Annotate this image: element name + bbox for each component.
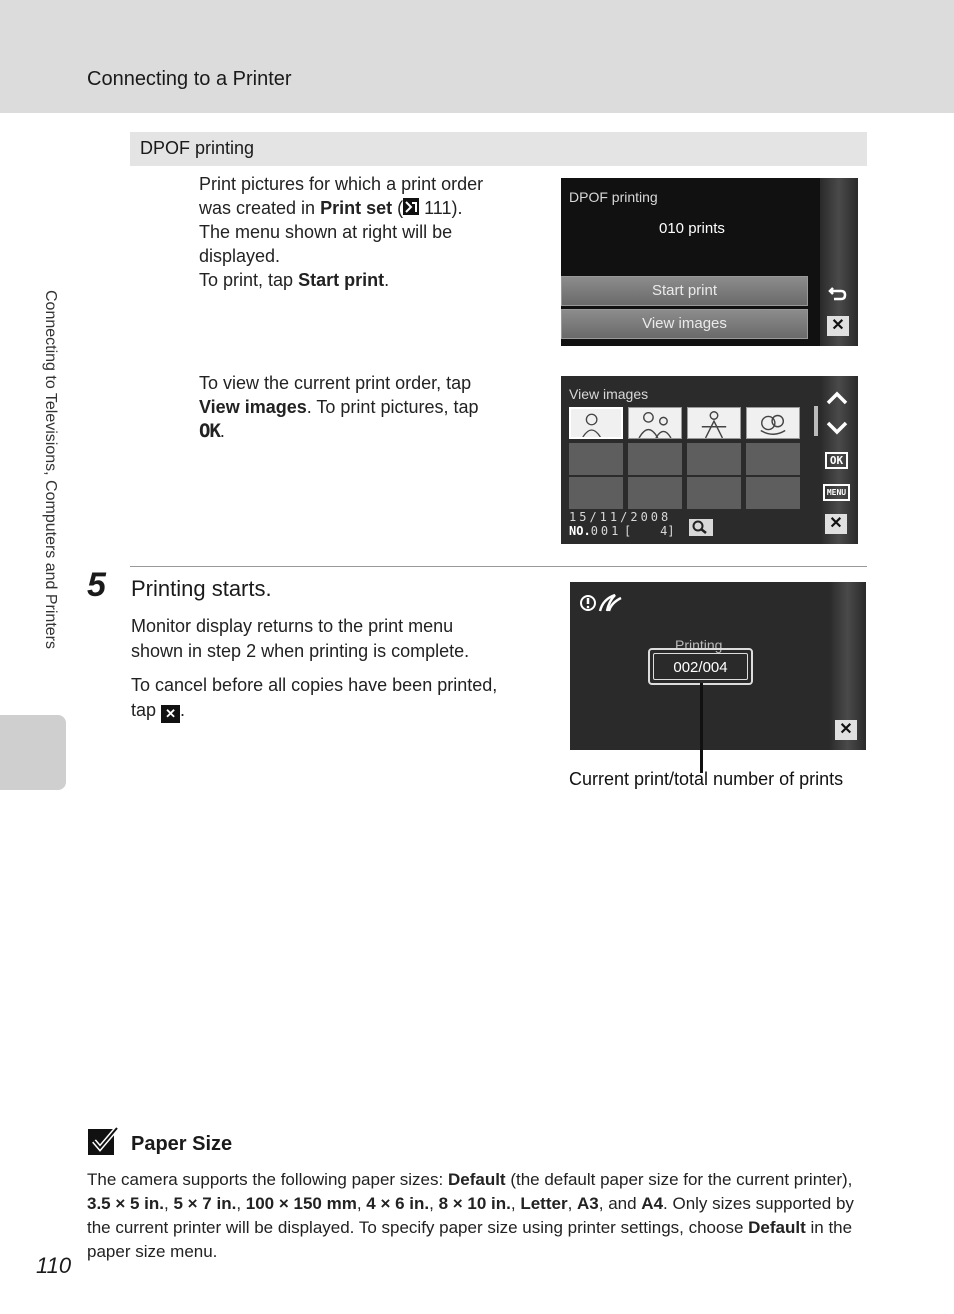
thumbnail-image[interactable]	[569, 407, 623, 439]
step5-description	[131, 614, 541, 723]
order-count: [ 4]	[624, 524, 675, 538]
note-title: Paper Size	[131, 1133, 233, 1155]
progress-frame	[648, 648, 753, 685]
step-divider	[130, 566, 867, 567]
view-images-button[interactable]: View images	[561, 309, 808, 339]
check-note-icon	[87, 1126, 119, 1156]
image-date: 15/11/2008	[569, 510, 672, 524]
cancel-x-icon: ✕	[161, 705, 180, 723]
print-progress-counter: 002/004	[653, 653, 748, 680]
page-header-title: Connecting to a Printer	[87, 68, 292, 90]
step-number: 5	[87, 566, 106, 604]
camera-screen-printing	[570, 582, 866, 750]
bold-term: View images	[199, 397, 307, 417]
note-body: The camera supports the following paper sizes: Default (the default paper size for the current printer), 3.5 × 5 in., 5 × 7 in., 100 × 150 mm, 4 × 6 in., 8 × 10 in., Letter, A3, and A4. Only sizes supported by the current printer will be displayed. To specify paper size using printer settings, choose Default in the paper size menu.	[87, 1170, 854, 1261]
screen-title: DPOF printing	[569, 189, 658, 205]
back-arrow-icon[interactable]	[827, 282, 849, 304]
zoom-icon[interactable]	[689, 519, 713, 536]
text-line: To view the current print order, tap	[199, 373, 472, 393]
text-line: View images. To print pictures, tap	[199, 397, 479, 417]
text-line: tap ✕ .	[131, 700, 186, 721]
dpof-instructions	[199, 172, 539, 292]
callout-leader-line	[700, 683, 703, 773]
empty-thumbnail	[628, 443, 682, 475]
thumbnail-image[interactable]	[687, 407, 741, 439]
print-count: 010 prints	[659, 220, 725, 237]
camera-screen-view-images	[561, 376, 858, 544]
scroll-up-icon[interactable]	[825, 388, 849, 408]
text-line: was created in Print set ( 111).	[199, 198, 463, 218]
empty-thumbnail	[746, 443, 800, 475]
printer-connection-icon	[579, 592, 625, 614]
empty-thumbnail	[569, 477, 623, 509]
bold-term: Start print	[298, 270, 385, 290]
text-line: Print pictures for which a print order	[199, 174, 484, 194]
close-icon[interactable]: ✕	[835, 720, 857, 740]
step-title: Printing starts.	[131, 576, 272, 601]
screen-title: View images	[569, 386, 649, 402]
page-number: 110	[36, 1253, 72, 1278]
empty-thumbnail	[687, 477, 741, 509]
thumbnail-image[interactable]	[746, 407, 800, 439]
ok-icon: OK	[199, 420, 220, 442]
thumbnail-image[interactable]	[628, 407, 682, 439]
text-line: Monitor display returns to the print menu	[131, 616, 454, 636]
printing-status-label: Printing	[675, 637, 723, 653]
bold-term: Print set	[320, 198, 393, 218]
ok-button-icon[interactable]: OK	[825, 452, 848, 469]
close-icon[interactable]: ✕	[827, 316, 849, 336]
text-line: To print, tap Start print.	[199, 270, 390, 290]
empty-thumbnail	[746, 477, 800, 509]
text-line: OK.	[199, 420, 225, 442]
view-images-instructions	[199, 371, 539, 443]
page-ref-icon	[403, 198, 419, 215]
empty-thumbnail	[569, 443, 623, 475]
text-line: displayed.	[199, 246, 281, 266]
camera-screen-dpof-menu	[561, 178, 858, 346]
empty-thumbnail	[687, 443, 741, 475]
section-heading: DPOF printing	[140, 138, 255, 158]
menu-button-icon[interactable]: MENU	[823, 484, 850, 501]
section-heading-bar	[130, 132, 867, 166]
text-line: The menu shown at right will be	[199, 222, 453, 242]
chapter-tab	[0, 715, 66, 790]
image-number: NO.001	[569, 524, 622, 538]
empty-thumbnail	[628, 477, 682, 509]
header-band	[0, 0, 954, 113]
text-line: shown in step 2 when printing is complete.	[131, 641, 470, 661]
chapter-side-label: Connecting to Televisions, Computers and Printers	[42, 290, 59, 649]
scroll-down-icon[interactable]	[825, 418, 849, 438]
close-icon[interactable]: ✕	[825, 514, 847, 534]
scrollbar[interactable]	[814, 406, 818, 436]
text-line: To cancel before all copies have been printed,	[131, 675, 498, 695]
start-print-button[interactable]: Start print	[561, 276, 808, 306]
figure-caption: Current print/total number of prints	[569, 769, 844, 789]
